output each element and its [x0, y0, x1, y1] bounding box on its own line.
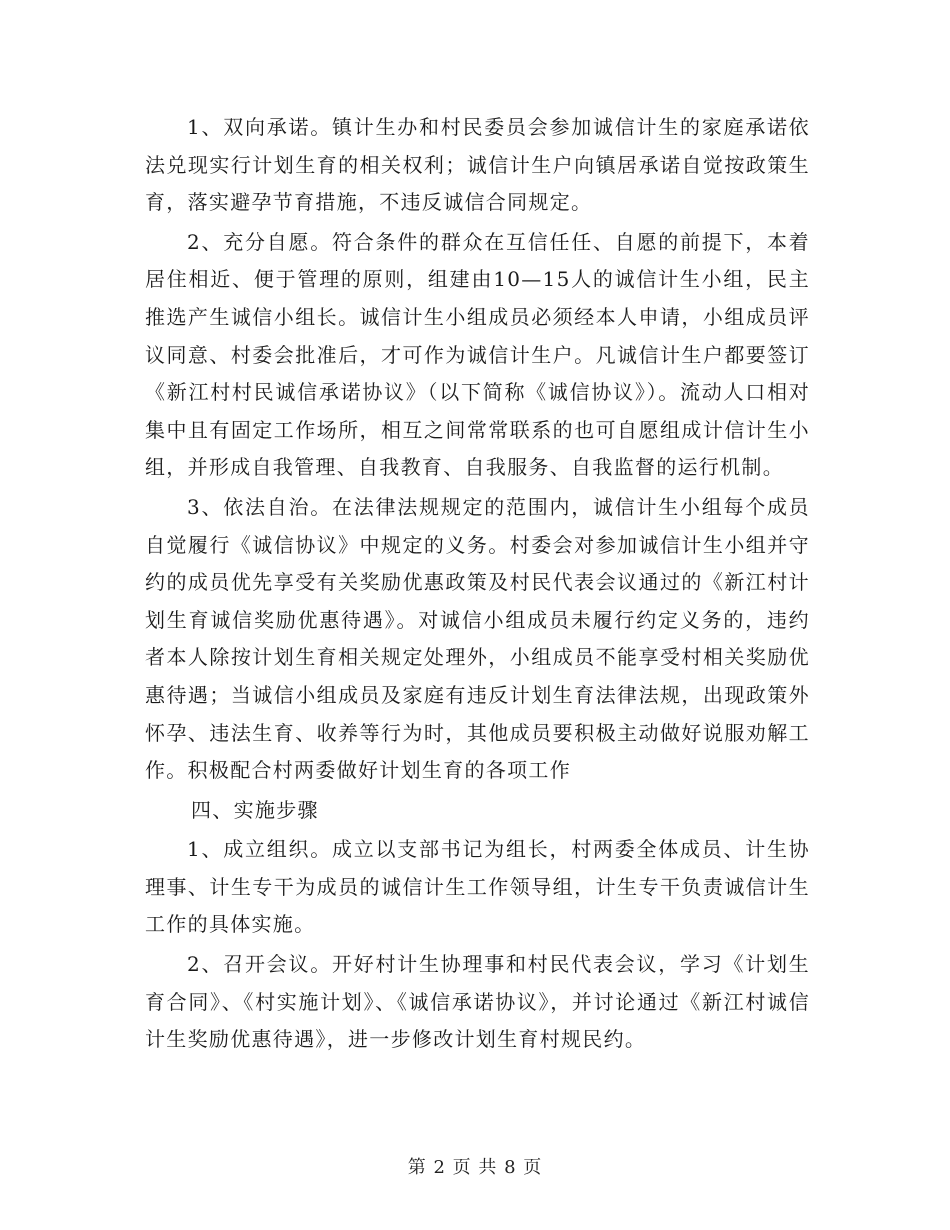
page-number-footer: 第 2 页 共 8 页 [407, 1157, 543, 1178]
paragraph-self-governance: 3、依法自治。在法律法规规定的范围内，诚信计生小组每个成员自觉履行《诚信协议》中规定的义务。村委会对参加诚信计生小组并守约的成员优先享受有关奖励优惠政策及村民代表会议通过的《新江村计划生育诚信奖励优惠待遇》。对诚信小组成员未履行约定义务的，违约者本人除按计划生育相关规定处理外，小组成员不能享受村相关奖励优惠待遇；当诚信小组成员及家庭有违反计划生育法律法规，出现政策外怀孕、违法生育、收养等行为时，其他成员要积极主动做好说服劝解工作。积极配合村两委做好计划生育的各项工作 [145, 494, 810, 783]
paragraph-mutual-commitment: 1、双向承诺。镇计生办和村民委员会参加诚信计生的家庭承诺依法兑现实行计划生育的相关权利；诚信计生户向镇居承诺自觉按政策生育，落实避孕节育措施，不违反诚信合同规定。 [145, 115, 810, 215]
section-heading-implementation-steps: 四、实施步骤 [191, 797, 319, 822]
paragraph-voluntary: 2、充分自愿。符合条件的群众在互信任任、自愿的前提下，本着居住相近、便于管理的原则，组建由10—15人的诚信计生小组，民主推选产生诚信小组长。诚信计生小组成员必须经本人申请，小组成员评议同意、村委会批准后，才可作为诚信计生户。凡诚信计生户都要签订《新江村村民诚信承诺协议》（以下简称《诚信协议》）。流动人口相对集中且有固定工作场所，相互之间常常联系的也可自愿组成计信计生小组，并形成自我管理、自我教育、自我服务、自我监督的运行机制。 [145, 229, 810, 480]
paragraph-hold-meetings: 2、召开会议。开好村计生协理事和村民代表会议，学习《计划生育合同》、《村实施计划》、《诚信承诺协议》，并讨论通过《新江村诚信计生奖励优惠待遇》，进一步修改计划生育村规民约。 [145, 952, 810, 1052]
paragraph-establish-organization: 1、成立组织。成立以支部书记为组长，村两委全体成员、计生协理事、计生专干为成员的诚信计生工作领导组，计生专干负责诚信计生工作的具体实施。 [145, 837, 810, 937]
document-body [145, 109, 810, 1061]
